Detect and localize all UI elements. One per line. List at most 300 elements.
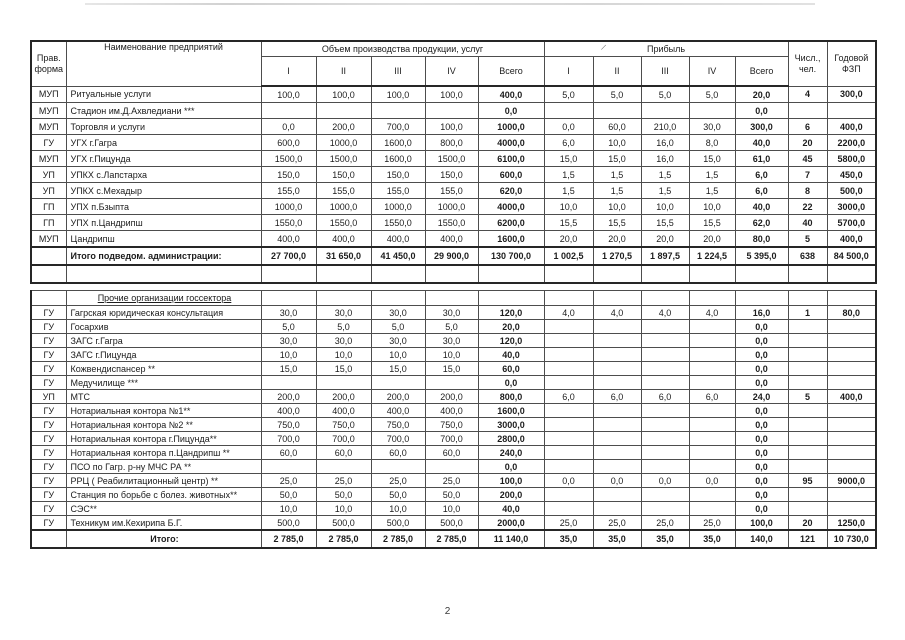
value-cell: 1500,0 xyxy=(261,151,316,167)
value-cell: 31 650,0 xyxy=(316,247,371,265)
legal-form-cell: ГУ xyxy=(31,460,66,474)
value-cell: 155,0 xyxy=(261,183,316,199)
value-cell xyxy=(689,460,735,474)
value-cell: 700,0 xyxy=(316,432,371,446)
enterprise-name-cell: УГХ г.Пицунда xyxy=(66,151,261,167)
table-row xyxy=(31,167,876,183)
value-cell xyxy=(371,376,425,390)
value-cell: 20,0 xyxy=(593,231,641,248)
legal-form-cell: УП xyxy=(31,183,66,199)
value-cell: 8,0 xyxy=(689,135,735,151)
value-cell xyxy=(593,488,641,502)
value-cell: 20,0 xyxy=(641,231,689,248)
value-cell: 41 450,0 xyxy=(371,247,425,265)
value-cell: 0,0 xyxy=(735,474,788,488)
legal-form-cell xyxy=(31,291,66,306)
value-cell: 1550,0 xyxy=(316,215,371,231)
value-cell: 0,0 xyxy=(735,418,788,432)
value-cell: 35,0 xyxy=(544,530,593,548)
value-cell xyxy=(544,334,593,348)
value-cell: 1600,0 xyxy=(478,231,544,248)
value-cell xyxy=(371,291,425,306)
value-cell: 100,0 xyxy=(425,86,478,103)
header-profit-group xyxy=(544,41,788,57)
value-cell: 100,0 xyxy=(261,86,316,103)
table-row xyxy=(31,516,876,531)
value-cell: 22 xyxy=(788,199,827,215)
value-cell: 1600,0 xyxy=(371,135,425,151)
value-cell: 25,0 xyxy=(371,474,425,488)
value-cell: 10,0 xyxy=(593,135,641,151)
legal-form-cell: МУП xyxy=(31,119,66,135)
legal-form-cell: ГУ xyxy=(31,404,66,418)
enterprise-name-cell: Нотариальная контора №2 ** xyxy=(66,418,261,432)
value-cell xyxy=(425,265,478,283)
value-cell: 62,0 xyxy=(735,215,788,231)
value-cell xyxy=(641,418,689,432)
value-cell xyxy=(788,460,827,474)
value-cell: 30,0 xyxy=(261,334,316,348)
value-cell xyxy=(593,446,641,460)
value-cell xyxy=(478,265,544,283)
value-cell: 35,0 xyxy=(641,530,689,548)
value-cell: 300,0 xyxy=(735,119,788,135)
value-cell: 40,0 xyxy=(478,502,544,516)
value-cell xyxy=(641,320,689,334)
total-row xyxy=(31,530,876,548)
value-cell: 10 730,0 xyxy=(827,530,876,548)
value-cell: 5 xyxy=(788,390,827,404)
value-cell: 155,0 xyxy=(371,183,425,199)
value-cell: 20,0 xyxy=(478,320,544,334)
value-cell xyxy=(544,446,593,460)
header-profit-q2: II xyxy=(593,57,641,87)
value-cell: 500,0 xyxy=(316,516,371,531)
table-row xyxy=(31,86,876,103)
value-cell: 2 785,0 xyxy=(371,530,425,548)
enterprise-name-cell: Нотариальная контора п.Цандрипш ** xyxy=(66,446,261,460)
value-cell: 15,0 xyxy=(425,362,478,376)
enterprise-name-cell: УПХ п.Цандрипш xyxy=(66,215,261,231)
value-cell xyxy=(788,488,827,502)
value-cell: 16,0 xyxy=(641,135,689,151)
value-cell: 2 785,0 xyxy=(261,530,316,548)
value-cell xyxy=(641,291,689,306)
value-cell: 1000,0 xyxy=(316,199,371,215)
value-cell xyxy=(689,488,735,502)
value-cell: 1550,0 xyxy=(371,215,425,231)
value-cell xyxy=(788,418,827,432)
value-cell: 6 xyxy=(788,119,827,135)
value-cell xyxy=(425,103,478,119)
value-cell: 5,0 xyxy=(689,86,735,103)
value-cell xyxy=(544,320,593,334)
legal-form-cell: ГУ xyxy=(31,488,66,502)
value-cell: 29 900,0 xyxy=(425,247,478,265)
table-row xyxy=(31,404,876,418)
table-row xyxy=(31,390,876,404)
value-cell: 10,0 xyxy=(316,502,371,516)
enterprise-name-cell: Техникум им.Кехирипа Б.Г. xyxy=(66,516,261,531)
table-row xyxy=(31,432,876,446)
value-cell: 24,0 xyxy=(735,390,788,404)
legal-form-cell: ГУ xyxy=(31,446,66,460)
section-row xyxy=(31,291,876,306)
value-cell: 1000,0 xyxy=(371,199,425,215)
value-cell: 600,0 xyxy=(261,135,316,151)
value-cell xyxy=(735,265,788,283)
legal-form-cell: ГУ xyxy=(31,362,66,376)
value-cell xyxy=(827,404,876,418)
value-cell xyxy=(544,404,593,418)
value-cell xyxy=(827,320,876,334)
value-cell: 30,0 xyxy=(371,306,425,320)
header-volume-q3: III xyxy=(371,57,425,87)
table-header xyxy=(31,41,876,86)
value-cell: 100,0 xyxy=(735,516,788,531)
header-group-row xyxy=(31,41,876,57)
enterprises-report xyxy=(30,40,875,549)
legal-form-cell xyxy=(31,265,66,283)
value-cell: 60,0 xyxy=(425,446,478,460)
value-cell xyxy=(641,362,689,376)
value-cell: 6,0 xyxy=(689,390,735,404)
value-cell xyxy=(371,460,425,474)
subtotal-row xyxy=(31,247,876,265)
value-cell: 5 395,0 xyxy=(735,247,788,265)
value-cell: 5,0 xyxy=(316,320,371,334)
value-cell: 500,0 xyxy=(371,516,425,531)
value-cell: 400,0 xyxy=(425,231,478,248)
value-cell xyxy=(689,348,735,362)
value-cell xyxy=(593,418,641,432)
value-cell xyxy=(425,291,478,306)
value-cell: 121 xyxy=(788,530,827,548)
enterprise-name-cell: Гагрская юридическая консультация xyxy=(66,306,261,320)
value-cell: 1500,0 xyxy=(425,151,478,167)
value-cell xyxy=(425,460,478,474)
value-cell xyxy=(641,502,689,516)
value-cell xyxy=(544,362,593,376)
value-cell: 15,5 xyxy=(641,215,689,231)
value-cell xyxy=(788,320,827,334)
enterprise-name-cell: УПХ п.Бзыпта xyxy=(66,199,261,215)
value-cell: 4 xyxy=(788,86,827,103)
value-cell xyxy=(544,103,593,119)
value-cell xyxy=(788,291,827,306)
value-cell: 15,0 xyxy=(593,151,641,167)
header-legal-form: Прав. форма xyxy=(31,41,66,86)
value-cell: 150,0 xyxy=(371,167,425,183)
value-cell: 0,0 xyxy=(735,488,788,502)
value-cell: 200,0 xyxy=(478,488,544,502)
value-cell xyxy=(827,265,876,283)
value-cell: 1000,0 xyxy=(478,119,544,135)
value-cell: 7 xyxy=(788,167,827,183)
value-cell: 10,0 xyxy=(371,348,425,362)
value-cell: 25,0 xyxy=(544,516,593,531)
value-cell: 20,0 xyxy=(735,86,788,103)
value-cell: 10,0 xyxy=(371,502,425,516)
blank-row xyxy=(31,265,876,283)
value-cell: 27 700,0 xyxy=(261,247,316,265)
value-cell: 20 xyxy=(788,135,827,151)
value-cell xyxy=(788,502,827,516)
value-cell xyxy=(544,348,593,362)
table-row xyxy=(31,119,876,135)
value-cell: 5 xyxy=(788,231,827,248)
value-cell xyxy=(689,265,735,283)
value-cell xyxy=(689,362,735,376)
value-cell xyxy=(689,291,735,306)
value-cell xyxy=(544,432,593,446)
value-cell: 1,5 xyxy=(544,167,593,183)
value-cell: 1 002,5 xyxy=(544,247,593,265)
value-cell: 200,0 xyxy=(316,390,371,404)
value-cell xyxy=(827,502,876,516)
value-cell: 30,0 xyxy=(316,306,371,320)
table-row xyxy=(31,215,876,231)
value-cell: 6,0 xyxy=(544,135,593,151)
enterprise-name-cell: Ритуальные услуги xyxy=(66,86,261,103)
value-cell: 200,0 xyxy=(316,119,371,135)
value-cell: 10,0 xyxy=(641,199,689,215)
value-cell: 0,0 xyxy=(735,446,788,460)
value-cell: 750,0 xyxy=(425,418,478,432)
value-cell xyxy=(827,418,876,432)
value-cell: 35,0 xyxy=(689,530,735,548)
value-cell: 0,0 xyxy=(544,119,593,135)
enterprise-name-cell: УПКХ с.Лапстарха xyxy=(66,167,261,183)
table-row xyxy=(31,231,876,248)
enterprises-table-admin xyxy=(30,40,877,284)
value-cell: 600,0 xyxy=(478,167,544,183)
value-cell xyxy=(689,376,735,390)
table-row xyxy=(31,446,876,460)
value-cell xyxy=(689,404,735,418)
value-cell: 50,0 xyxy=(425,488,478,502)
value-cell xyxy=(593,334,641,348)
value-cell: 1000,0 xyxy=(316,135,371,151)
value-cell: 16,0 xyxy=(641,151,689,167)
value-cell: 60,0 xyxy=(593,119,641,135)
value-cell: 10,0 xyxy=(261,502,316,516)
enterprise-name-cell: Станция по борьбе с болез. животных** xyxy=(66,488,261,502)
value-cell: 5700,0 xyxy=(827,215,876,231)
value-cell xyxy=(788,103,827,119)
value-cell: 200,0 xyxy=(425,390,478,404)
value-cell: 30,0 xyxy=(371,334,425,348)
value-cell: 1 224,5 xyxy=(689,247,735,265)
enterprise-name-cell: МТС xyxy=(66,390,261,404)
value-cell xyxy=(261,291,316,306)
value-cell xyxy=(788,334,827,348)
header-volume-q1: I xyxy=(261,57,316,87)
value-cell: 0,0 xyxy=(544,474,593,488)
value-cell: 2 785,0 xyxy=(425,530,478,548)
enterprise-name-cell: СЭС** xyxy=(66,502,261,516)
value-cell: 750,0 xyxy=(316,418,371,432)
legal-form-cell: ГУ xyxy=(31,306,66,320)
table-row xyxy=(31,183,876,199)
value-cell xyxy=(316,291,371,306)
value-cell: 400,0 xyxy=(261,404,316,418)
value-cell xyxy=(689,334,735,348)
table-row xyxy=(31,199,876,215)
table-row xyxy=(31,306,876,320)
header-volume-q4: IV xyxy=(425,57,478,87)
header-profit-q1: I xyxy=(544,57,593,87)
value-cell: 1500,0 xyxy=(316,151,371,167)
value-cell: 130 700,0 xyxy=(478,247,544,265)
value-cell xyxy=(544,502,593,516)
value-cell: 450,0 xyxy=(827,167,876,183)
value-cell: 6200,0 xyxy=(478,215,544,231)
value-cell: 15,0 xyxy=(689,151,735,167)
value-cell: 0,0 xyxy=(735,362,788,376)
value-cell xyxy=(593,291,641,306)
value-cell: 140,0 xyxy=(735,530,788,548)
value-cell xyxy=(689,320,735,334)
value-cell xyxy=(827,348,876,362)
value-cell xyxy=(544,265,593,283)
value-cell: 500,0 xyxy=(261,516,316,531)
value-cell xyxy=(593,362,641,376)
value-cell xyxy=(641,265,689,283)
header-profit-total: Всего xyxy=(735,57,788,87)
value-cell xyxy=(593,432,641,446)
value-cell: 30,0 xyxy=(316,334,371,348)
legal-form-cell: ГУ xyxy=(31,135,66,151)
value-cell xyxy=(261,103,316,119)
value-cell: 5,0 xyxy=(593,86,641,103)
value-cell xyxy=(316,265,371,283)
value-cell: 0,0 xyxy=(735,376,788,390)
value-cell: 150,0 xyxy=(316,167,371,183)
value-cell: 45 xyxy=(788,151,827,167)
value-cell: 5,0 xyxy=(371,320,425,334)
table-row xyxy=(31,334,876,348)
value-cell: 15,0 xyxy=(544,151,593,167)
legal-form-cell: МУП xyxy=(31,86,66,103)
value-cell: 15,5 xyxy=(544,215,593,231)
table-row xyxy=(31,502,876,516)
enterprise-name-cell: Нотариальная контора г.Пицунда** xyxy=(66,432,261,446)
value-cell xyxy=(593,502,641,516)
value-cell xyxy=(689,502,735,516)
enterprise-name-cell: Торговля и услуги xyxy=(66,119,261,135)
enterprise-name-cell: ЗАГС г.Пицунда xyxy=(66,348,261,362)
legal-form-cell xyxy=(31,530,66,548)
value-cell: 0,0 xyxy=(689,474,735,488)
enterprise-name-cell: УГХ г.Гагра xyxy=(66,135,261,151)
value-cell: 210,0 xyxy=(641,119,689,135)
value-cell: 40,0 xyxy=(735,135,788,151)
value-cell: 30,0 xyxy=(425,334,478,348)
value-cell: 120,0 xyxy=(478,334,544,348)
legal-form-cell: ГУ xyxy=(31,320,66,334)
value-cell: 400,0 xyxy=(827,390,876,404)
legal-form-cell: ГУ xyxy=(31,334,66,348)
value-cell: 20,0 xyxy=(689,231,735,248)
legal-form-cell: МУП xyxy=(31,151,66,167)
value-cell xyxy=(689,418,735,432)
value-cell xyxy=(689,432,735,446)
value-cell: 3000,0 xyxy=(827,199,876,215)
value-cell: 30,0 xyxy=(689,119,735,135)
value-cell: 638 xyxy=(788,247,827,265)
value-cell: 100,0 xyxy=(478,474,544,488)
legal-form-cell xyxy=(31,247,66,265)
value-cell: 10,0 xyxy=(689,199,735,215)
enterprise-name-cell: Нотариальная контора №1** xyxy=(66,404,261,418)
value-cell xyxy=(827,488,876,502)
value-cell: 0,0 xyxy=(735,502,788,516)
value-cell: 400,0 xyxy=(261,231,316,248)
value-cell: 240,0 xyxy=(478,446,544,460)
enterprise-name-cell: УПКХ с.Мехадыр xyxy=(66,183,261,199)
value-cell: 61,0 xyxy=(735,151,788,167)
value-cell: 400,0 xyxy=(316,231,371,248)
value-cell: 5800,0 xyxy=(827,151,876,167)
value-cell: 0,0 xyxy=(261,119,316,135)
value-cell: 11 140,0 xyxy=(478,530,544,548)
value-cell: 40,0 xyxy=(735,199,788,215)
value-cell: 0,0 xyxy=(478,103,544,119)
value-cell: 10,0 xyxy=(425,502,478,516)
value-cell: 6,0 xyxy=(641,390,689,404)
value-cell xyxy=(641,460,689,474)
value-cell: 6,0 xyxy=(735,167,788,183)
enterprises-table-other xyxy=(30,290,877,549)
value-cell xyxy=(593,348,641,362)
value-cell: 1,5 xyxy=(641,167,689,183)
value-cell xyxy=(827,103,876,119)
value-cell xyxy=(827,446,876,460)
table-body-admin xyxy=(31,86,876,283)
value-cell: 30,0 xyxy=(261,306,316,320)
value-cell xyxy=(788,446,827,460)
value-cell: 0,0 xyxy=(735,320,788,334)
value-cell: 1250,0 xyxy=(827,516,876,531)
value-cell xyxy=(261,265,316,283)
value-cell: 500,0 xyxy=(425,516,478,531)
header-payroll: Годовой ФЗП xyxy=(827,41,876,86)
value-cell: 400,0 xyxy=(827,231,876,248)
enterprise-name-cell: Госархив xyxy=(66,320,261,334)
value-cell: 60,0 xyxy=(261,446,316,460)
value-cell xyxy=(788,362,827,376)
value-cell: 300,0 xyxy=(827,86,876,103)
value-cell: 400,0 xyxy=(371,404,425,418)
enterprise-name-cell: ПСО по Гагр. р-ну МЧС РА ** xyxy=(66,460,261,474)
value-cell: 155,0 xyxy=(425,183,478,199)
value-cell xyxy=(641,404,689,418)
value-cell: 0,0 xyxy=(593,474,641,488)
header-profit-q4: IV xyxy=(689,57,735,87)
value-cell: 500,0 xyxy=(827,183,876,199)
value-cell: 30,0 xyxy=(425,306,478,320)
enterprise-name-cell: РРЦ ( Реабилитационный центр) ** xyxy=(66,474,261,488)
table-row xyxy=(31,320,876,334)
value-cell: 700,0 xyxy=(371,432,425,446)
value-cell: 0,0 xyxy=(735,334,788,348)
header-profit-label: Прибыль xyxy=(647,44,686,54)
value-cell xyxy=(641,103,689,119)
value-cell: 750,0 xyxy=(261,418,316,432)
value-cell: 80,0 xyxy=(735,231,788,248)
value-cell xyxy=(641,334,689,348)
